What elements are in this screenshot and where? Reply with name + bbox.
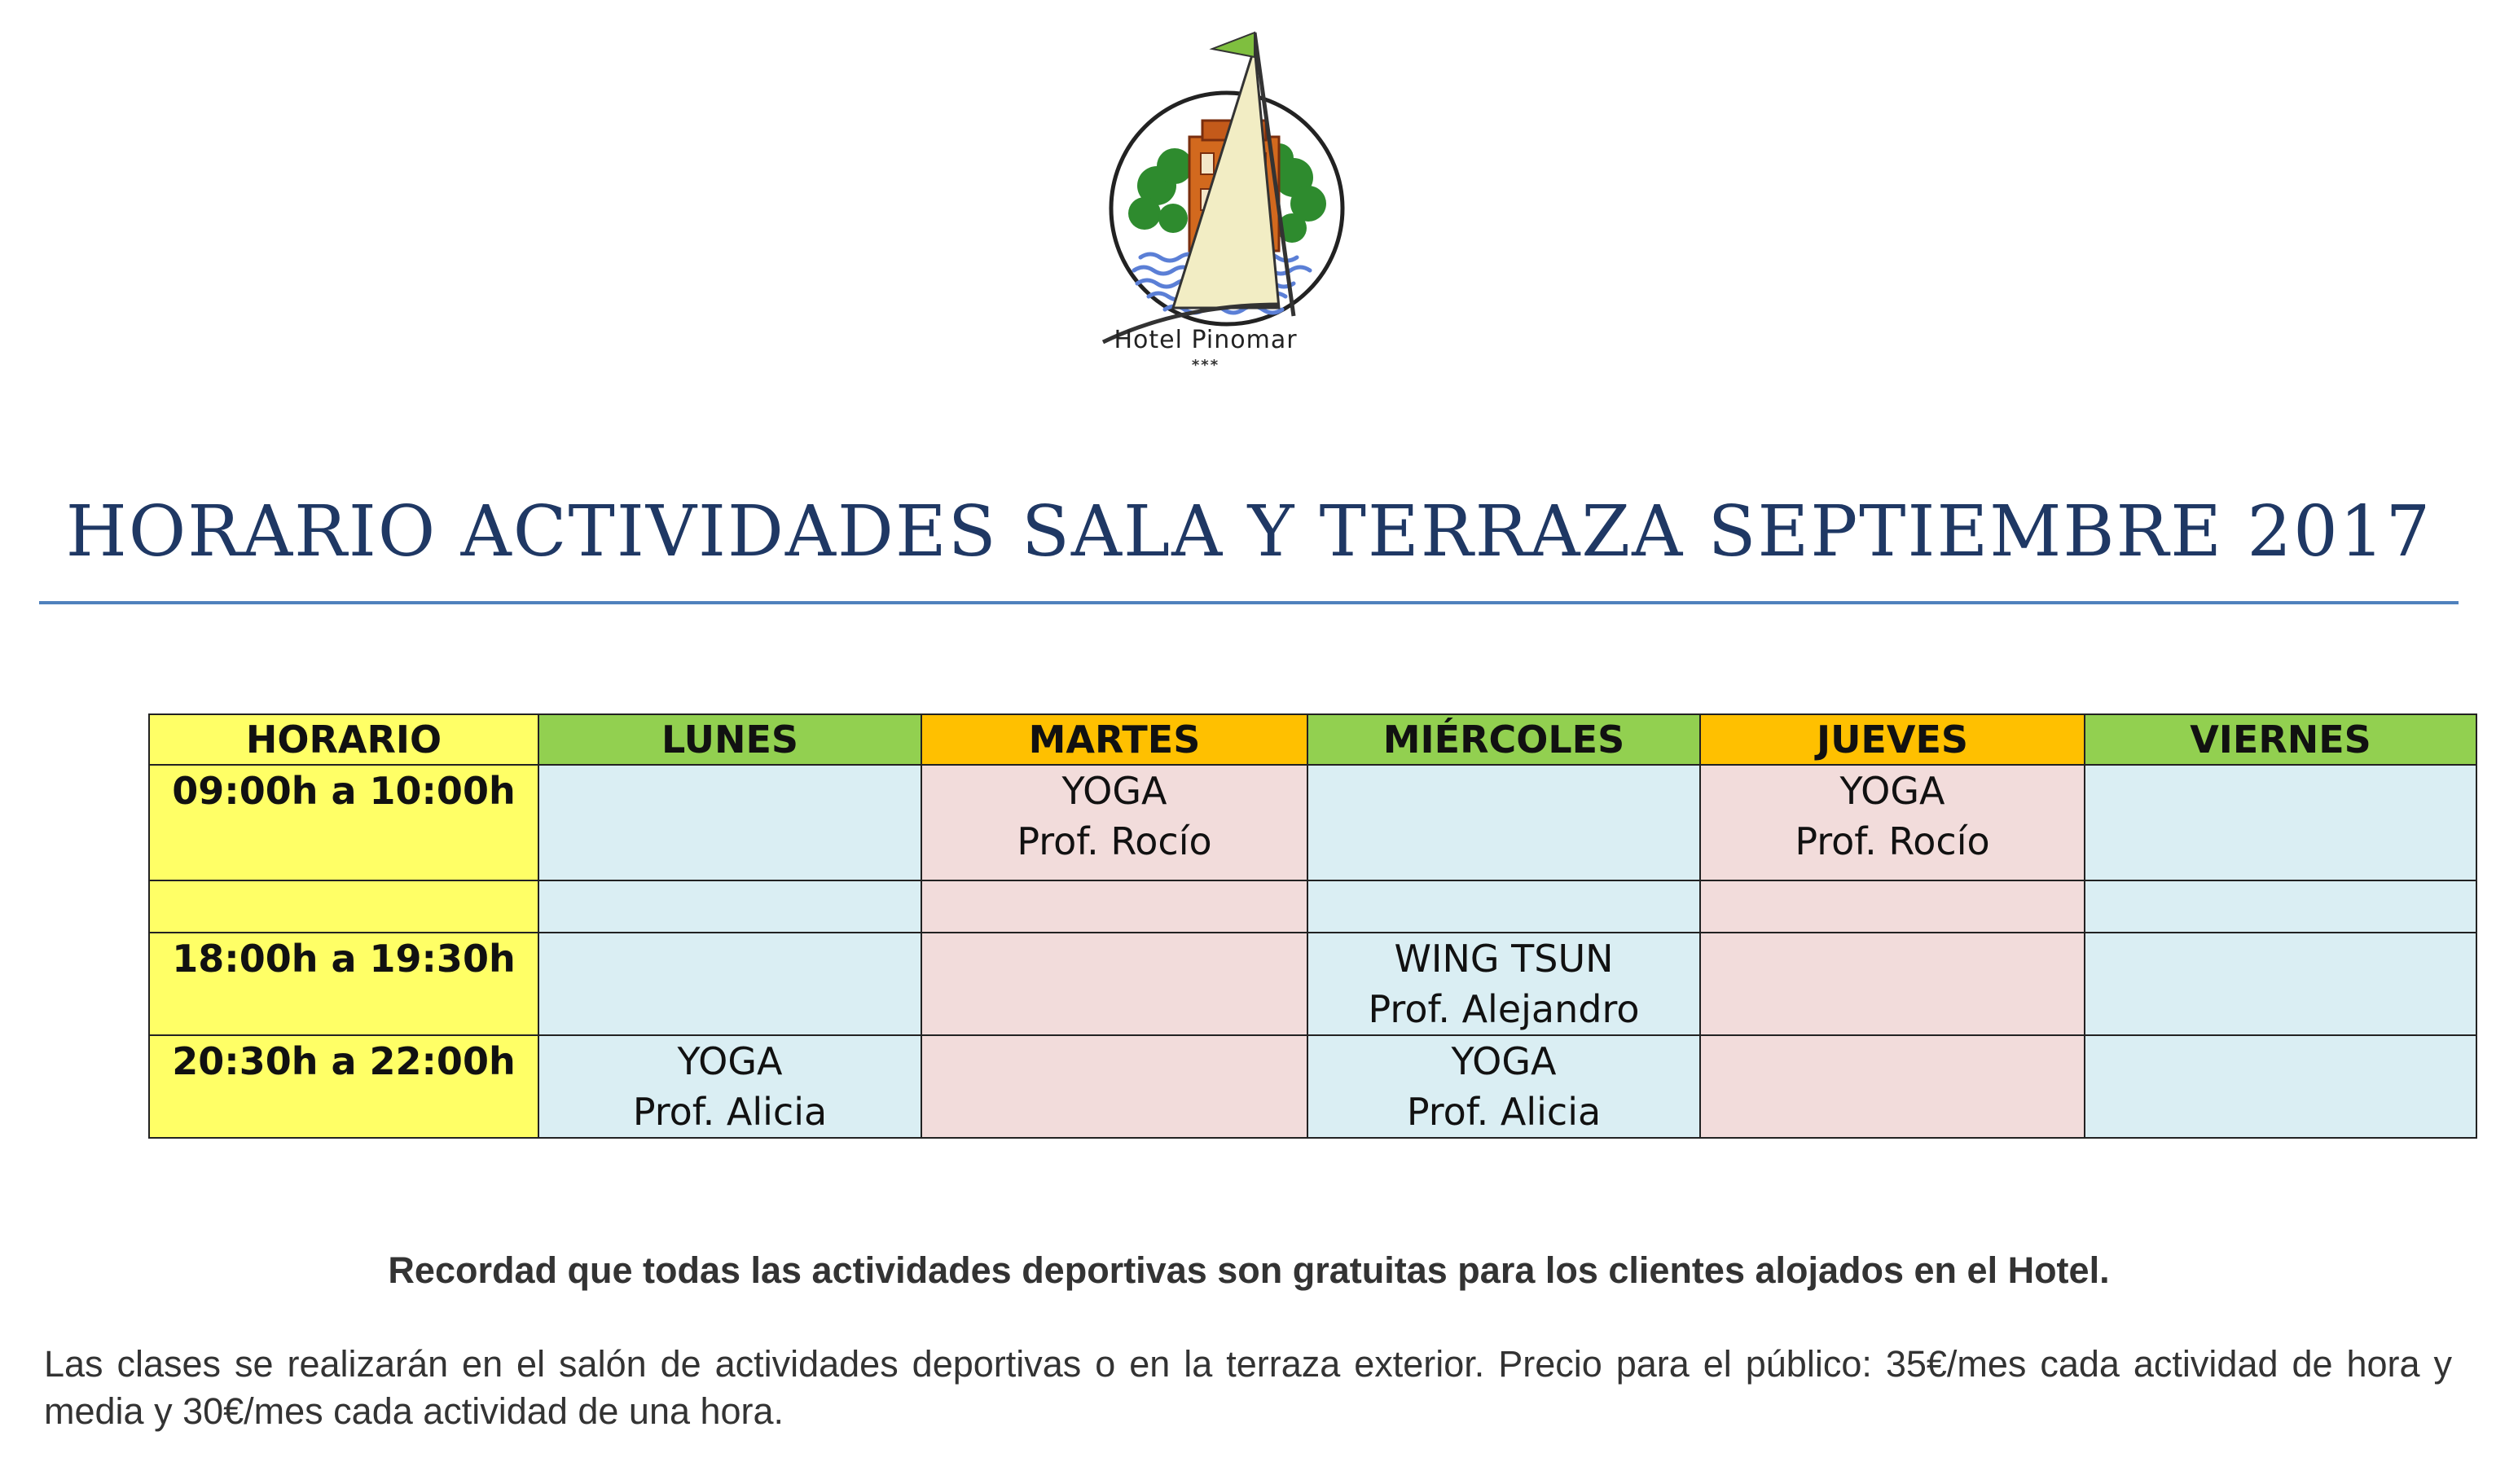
table-row	[149, 880, 2476, 933]
activity-name: WING TSUN	[1394, 937, 1614, 981]
activity-cell-miercoles	[1307, 1035, 1700, 1138]
activity-cell-jueves	[1700, 1035, 2085, 1138]
logo-stars: ***	[1191, 357, 1220, 374]
activity-teacher: Prof. Rocío	[1795, 819, 1990, 863]
activity-teacher: Prof. Alicia	[1406, 1090, 1602, 1134]
time-cell: 20:30h a 22:00h	[149, 1035, 538, 1138]
activity-cell-lunes	[538, 765, 921, 880]
activity-cell-martes	[921, 765, 1307, 880]
activity-cell-viernes	[2085, 933, 2476, 1035]
activity-cell-miercoles	[1307, 933, 1700, 1035]
activity-name: YOGA	[1061, 769, 1167, 813]
activity-cell-viernes	[2085, 765, 2476, 880]
table-row	[149, 765, 2476, 880]
activity-cell-jueves	[1700, 880, 2085, 933]
title-divider	[39, 601, 2459, 604]
table-row	[149, 933, 2476, 1035]
activity-teacher: Prof. Alicia	[632, 1090, 828, 1134]
activity-cell-jueves	[1700, 933, 2085, 1035]
activity-cell-lunes	[538, 933, 921, 1035]
schedule-table	[148, 713, 2477, 1139]
activity-cell-lunes	[538, 1035, 921, 1138]
time-cell	[149, 880, 538, 933]
header-jueves: JUEVES	[1700, 714, 2085, 765]
activity-cell-martes	[921, 1035, 1307, 1138]
activity-cell-miercoles	[1307, 880, 1700, 933]
pricing-note: Las clases se realizarán en el salón de actividades deportivas o en la terraza exterior. Precio para el público: 35€/mes cada actividad de hora y media y 30€/mes cada actividad de una hora.	[44, 1343, 2452, 1432]
activity-cell-miercoles	[1307, 765, 1700, 880]
table-row	[149, 1035, 2476, 1138]
header-viernes: VIERNES	[2085, 714, 2476, 765]
time-cell: 18:00h a 19:30h	[149, 933, 538, 1035]
activity-cell-martes	[921, 933, 1307, 1035]
logo-name: Hotel Pinomar	[1114, 326, 1298, 354]
activity-cell-viernes	[2085, 880, 2476, 933]
time-cell: 09:00h a 10:00h	[149, 765, 538, 880]
header-martes: MARTES	[921, 714, 1307, 765]
activity-teacher: Prof. Rocío	[1017, 819, 1212, 863]
table-header-row	[149, 714, 2476, 765]
activity-name: YOGA	[677, 1039, 783, 1083]
activity-name: YOGA	[1451, 1039, 1557, 1083]
free-activities-note: Recordad que todas las actividades deportivas son gratuitas para los clientes alojados en el Hotel.	[388, 1249, 2110, 1291]
activity-name: YOGA	[1839, 769, 1945, 813]
header-lunes: LUNES	[538, 714, 921, 765]
header-miercoles: MIÉRCOLES	[1307, 714, 1700, 765]
page-title: HORARIO ACTIVIDADES SALA Y TERRAZA SEPTIEMBRE 2017	[65, 491, 2432, 573]
activity-teacher: Prof. Alejandro	[1368, 987, 1640, 1031]
activity-cell-martes	[921, 880, 1307, 933]
header-horario: HORARIO	[149, 714, 538, 765]
hotel-emblem-icon	[1035, 15, 1377, 357]
activity-cell-viernes	[2085, 1035, 2476, 1138]
hotel-logo	[1035, 15, 1377, 389]
activity-cell-jueves	[1700, 765, 2085, 880]
activity-cell-lunes	[538, 880, 921, 933]
